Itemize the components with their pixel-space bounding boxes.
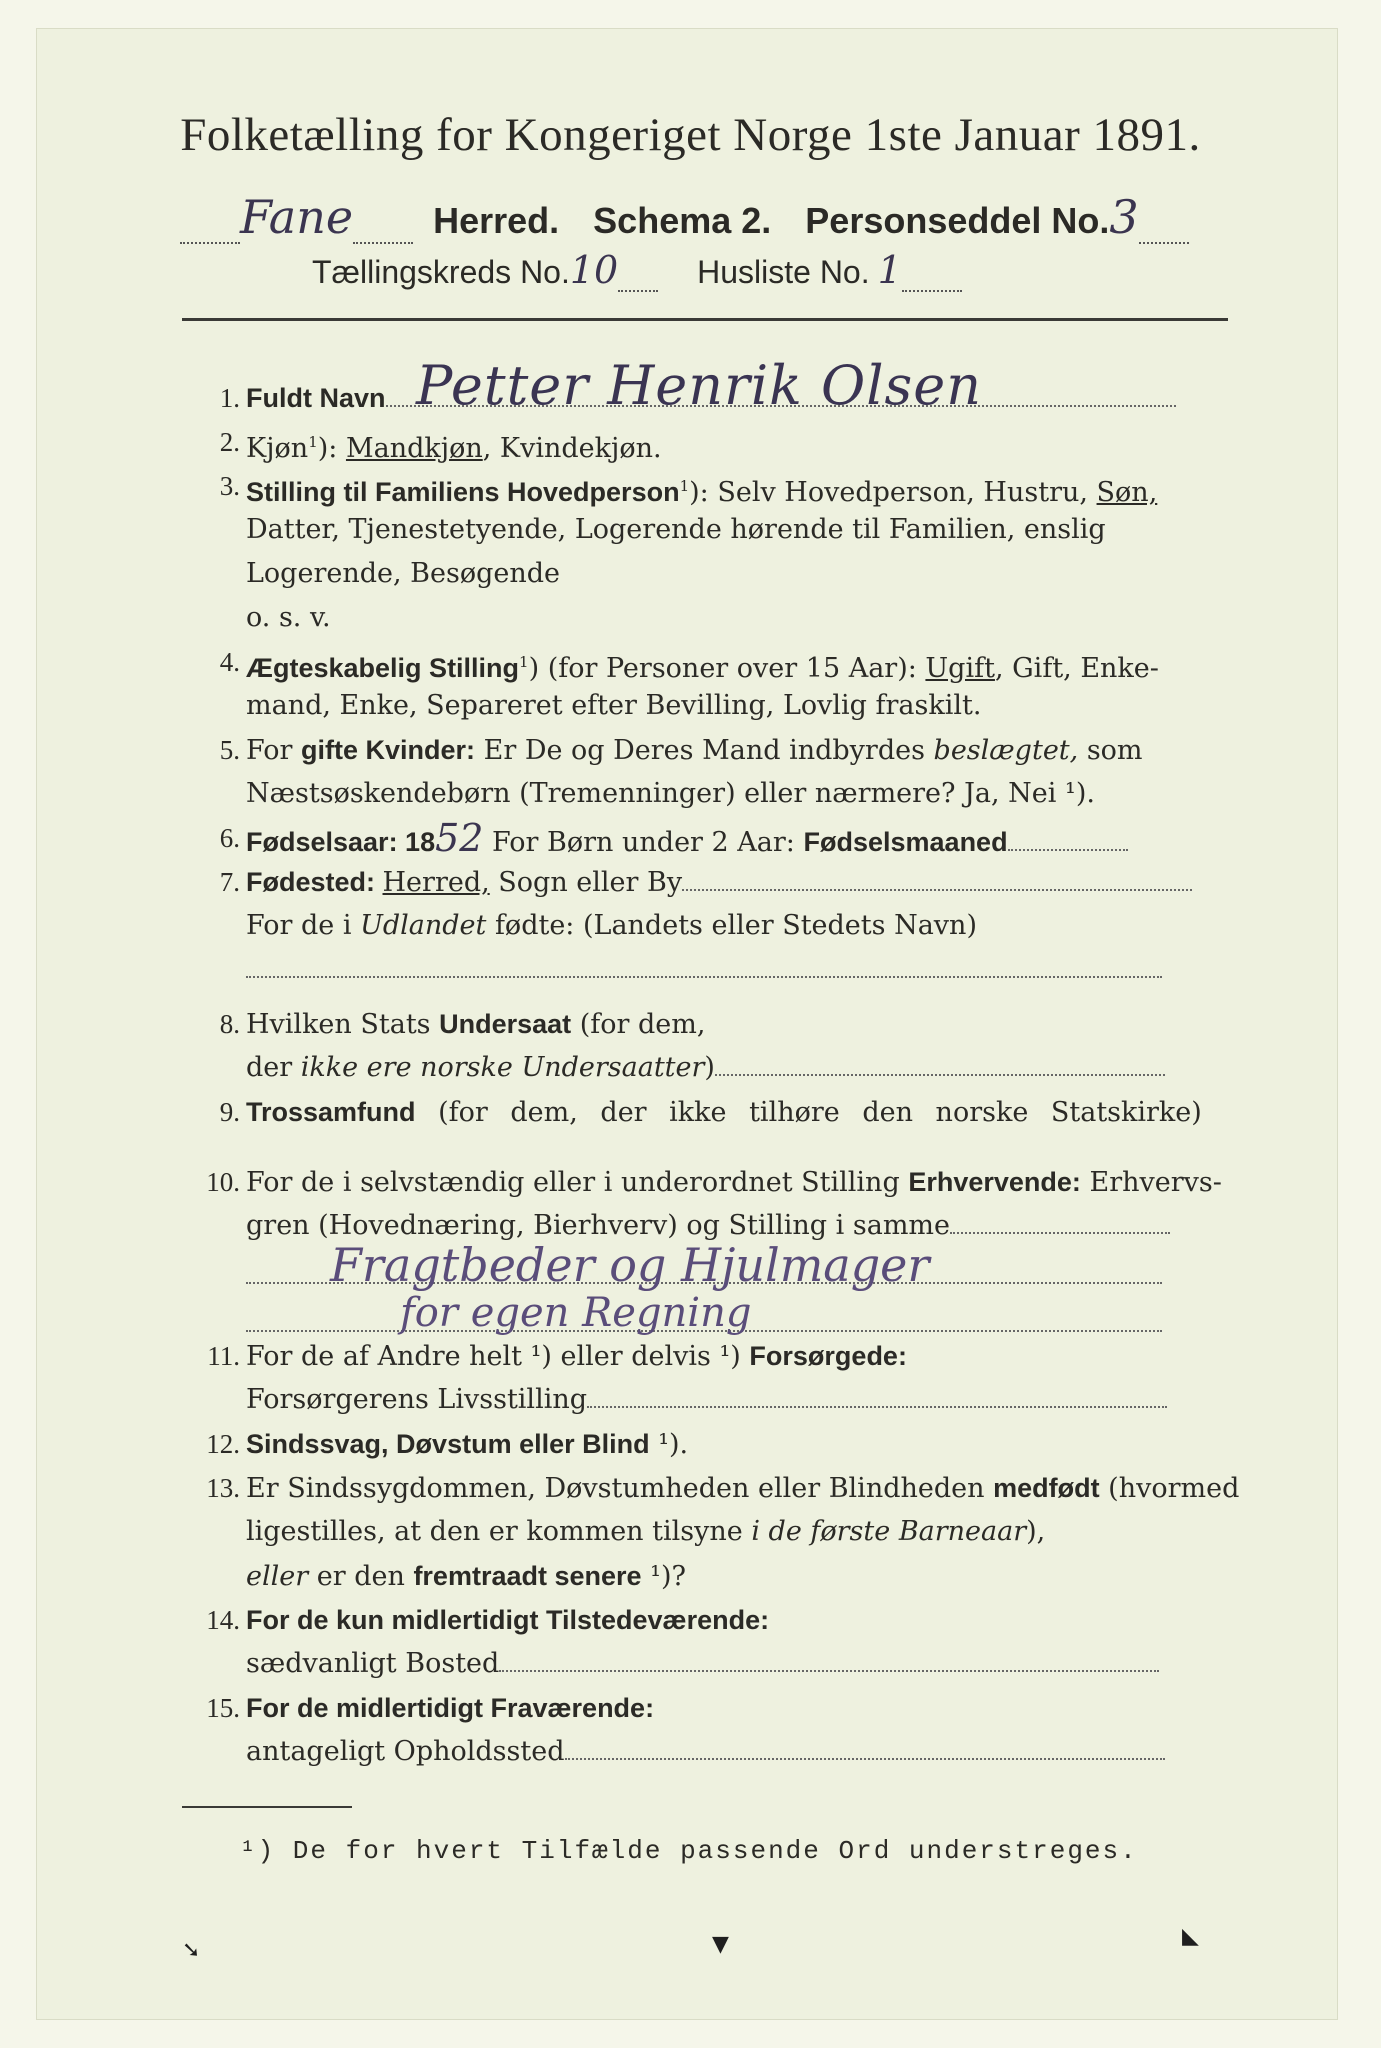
- form-header-line: [180, 190, 1230, 244]
- field-label: Fuldt Navn: [246, 383, 386, 413]
- herred-value: Fane: [240, 190, 354, 244]
- field-text: antageligt Opholdssted: [246, 1736, 565, 1767]
- option-underlined: Ugift: [925, 653, 995, 684]
- field-text: Datter, Tjenestetyende, Logerende hørende til Familien, enslig: [246, 514, 1106, 545]
- dotted-leader: [682, 867, 1192, 891]
- field-text: i de første Barneaar: [751, 1516, 1027, 1547]
- field-text: For de i selvstændig eller i underordnet Stilling: [246, 1167, 909, 1198]
- field-text: Er De og Deres Mand indbyrdes: [475, 735, 934, 766]
- field-text: ):: [317, 433, 346, 464]
- field-label: Kjøn: [246, 433, 309, 464]
- field-number: 13.: [206, 1473, 240, 1503]
- option-underlined: Herred,: [382, 867, 490, 898]
- footnote-ref: 1: [679, 477, 690, 495]
- dotted-leader: [353, 242, 413, 244]
- field-text: sædvanligt Bosted: [246, 1648, 500, 1679]
- personseddel-value: 3: [1109, 190, 1139, 244]
- field-text: (hvormed: [1099, 1473, 1240, 1504]
- field-label: Undersaat: [439, 1009, 572, 1039]
- field-text: ): Selv Hovedperson, Hustru,: [689, 477, 1097, 508]
- full-name-value: Petter Henrik Olsen: [416, 354, 982, 417]
- dotted-leader: [499, 1648, 1159, 1672]
- kreds-line: [312, 248, 1132, 298]
- field-text: For Børn under 2 Aar:: [483, 827, 804, 858]
- field-label: For de kun midlertidigt Tilstedeværende:: [246, 1605, 770, 1635]
- field-text: eller: [246, 1561, 309, 1592]
- field-number: 14.: [206, 1605, 240, 1635]
- footnote-ref: 1: [308, 433, 318, 451]
- field-number: 7.: [219, 867, 240, 897]
- personseddel-label: Personseddel No.: [805, 200, 1110, 241]
- field-text: Hvilken Stats: [246, 1009, 440, 1040]
- field-text: fødte: (Landets eller Stedets Navn): [486, 910, 977, 941]
- registration-mark-icon: ◣: [1182, 1924, 1199, 1949]
- field-text: For: [246, 735, 302, 766]
- field-text: For de af Andre helt ¹) eller delvis ¹): [246, 1341, 750, 1372]
- field-number: 4.: [219, 647, 240, 677]
- field-text: Er Sindssygdommen, Døvstumheden eller Blindheden: [246, 1473, 994, 1504]
- field-text: der: [246, 1052, 301, 1083]
- field-text: (for dem,: [571, 1009, 706, 1040]
- field-label: Fødselsmaaned: [803, 827, 1008, 857]
- footnote-ref: 1: [519, 653, 529, 671]
- field-text: Forsørgerens Livsstilling: [246, 1384, 588, 1415]
- field-text: ¹).: [649, 1429, 689, 1460]
- dotted-leader: [565, 1736, 1165, 1760]
- field-number: 3.: [219, 471, 240, 501]
- registration-mark-icon: ➘: [182, 1938, 201, 1963]
- field-text: ligestilles, at den er kommen tilsyne: [246, 1516, 752, 1547]
- husliste-label: Husliste No.: [697, 254, 870, 290]
- option-underlined: Søn,: [1096, 477, 1158, 508]
- kreds-value: 10: [569, 248, 619, 292]
- field-number: 6.: [219, 823, 240, 853]
- field-label: Fødselsaar: 18: [246, 827, 436, 857]
- husliste-value: 1: [877, 248, 902, 292]
- field-text: ) (for Personer over 15 Aar):: [528, 653, 926, 684]
- dotted-leader: [246, 954, 1162, 978]
- header-rule: [182, 318, 1228, 321]
- field-number: 1.: [219, 383, 240, 413]
- footnote-rule: [182, 1806, 352, 1808]
- field-text: ikke ere norske Undersaatter: [300, 1052, 705, 1083]
- field-text: ¹)?: [641, 1561, 686, 1592]
- field-label: medfødt: [993, 1473, 1100, 1503]
- field-label: fremtraadt senere: [413, 1561, 642, 1591]
- field-text: som: [1078, 735, 1143, 766]
- field-text: mand, Enke, Separeret efter Bevilling, Lovlig fraskilt.: [246, 690, 982, 721]
- dotted-leader: [180, 242, 240, 244]
- field-number: 10.: [206, 1167, 240, 1197]
- dotted-leader: [902, 290, 962, 292]
- field-label: Forsørgede:: [749, 1341, 907, 1371]
- birth-year-value: 52: [435, 816, 484, 860]
- registration-mark-icon: ▼: [712, 1932, 729, 1957]
- field-label: Fødested:: [246, 867, 383, 897]
- option-underlined: Mandkjøn: [345, 433, 483, 464]
- field-label: Erhvervende:: [908, 1167, 1081, 1197]
- field-text: Udlandet: [360, 910, 487, 941]
- field-number: 5.: [219, 735, 240, 765]
- schema-label: Schema 2.: [593, 200, 772, 241]
- field-text: gren (Hovednæring, Bierhverv) og Stilling i samme: [246, 1210, 951, 1241]
- field-text: Sogn eller By: [489, 867, 683, 898]
- footnote: ¹) De for hvert Tilfælde passende Ord understreges.: [240, 1836, 1138, 1866]
- field-number: 15.: [206, 1693, 240, 1723]
- field-text: , Gift, Enke-: [994, 653, 1159, 684]
- field-label: gifte Kvinder:: [301, 735, 476, 765]
- dotted-leader: [587, 1384, 1167, 1408]
- field-number: 11.: [207, 1341, 240, 1371]
- field-text: er den: [308, 1561, 414, 1592]
- field-text: , Kvindekjøn.: [482, 433, 662, 464]
- dotted-leader: [1139, 242, 1189, 244]
- field-text: (for dem, der ikke tilhøre den norske Statskirke): [415, 1097, 1202, 1128]
- dotted-leader: [618, 290, 658, 292]
- occupation-value: Fragtbeder og Hjulmager: [330, 1238, 930, 1292]
- form-title: Folketælling for Kongeriget Norge 1ste Januar 1891.: [180, 109, 1201, 161]
- field-text: For de i: [246, 910, 361, 941]
- field-text: Logerende, Besøgende: [246, 558, 560, 589]
- field-label: Ægteskabelig Stilling: [246, 653, 520, 683]
- field-number: 12.: [206, 1429, 240, 1459]
- field-text: Erhvervs-: [1080, 1167, 1222, 1198]
- field-text: ),: [1026, 1516, 1046, 1547]
- herred-label: Herred.: [433, 200, 560, 241]
- dotted-leader: [1008, 827, 1128, 851]
- field-text: Næstsøskendebørn (Tremenninger) eller nærmere? Ja, Nei ¹).: [246, 778, 1095, 809]
- field-text: o. s. v.: [246, 602, 331, 633]
- field-number: 9.: [219, 1097, 240, 1127]
- occupation-value-line2: for egen Regning: [400, 1290, 752, 1336]
- field-number: 2.: [219, 427, 240, 457]
- dotted-leader: [950, 1210, 1170, 1234]
- field-label: Sindssvag, Døvstum eller Blind: [246, 1429, 650, 1459]
- kreds-label: Tællingskreds No.: [312, 254, 570, 290]
- field-label: Stilling til Familiens Hovedperson: [246, 477, 680, 507]
- field-text: beslægtet,: [933, 735, 1079, 766]
- field-label: For de midlertidigt Fraværende:: [246, 1693, 655, 1723]
- field-text: ): [704, 1052, 715, 1083]
- dotted-leader: [715, 1052, 1165, 1076]
- field-number: 8.: [219, 1009, 240, 1039]
- field-label: Trossamfund: [246, 1097, 416, 1127]
